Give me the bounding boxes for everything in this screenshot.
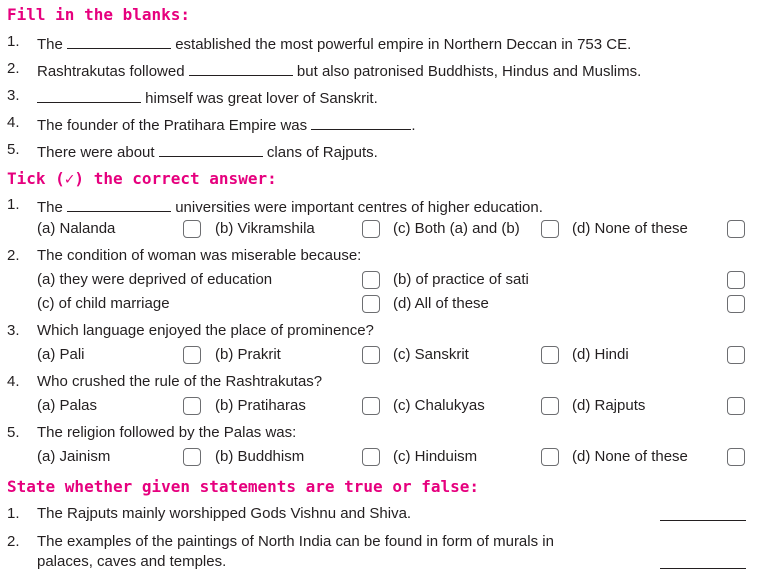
checkbox-c[interactable] [541,397,559,415]
statement-number: 1. [7,505,20,522]
blank-line[interactable] [159,141,263,157]
statement-text-line2: palaces, caves and temples. [37,553,227,570]
item-number: 1. [7,33,20,50]
option-a: (a) Nalanda [37,220,116,237]
option-a: (a) Pali [37,346,85,363]
checkbox-d[interactable] [727,346,745,364]
question-number: 2. [7,247,20,264]
checkbox-d[interactable] [727,448,745,466]
question-text: The condition of woman was miserable because: [37,247,362,264]
text-part: clans of Rajputs. [266,144,378,161]
question-text: Which language enjoyed the place of prominence? [37,322,374,339]
option-c: (c) of child marriage [37,295,170,312]
option-b: (b) Pratiharas [215,397,306,414]
checkbox-c[interactable] [541,448,559,466]
statement-text: The Rajputs mainly worshipped Gods Vishnu and Shiva. [37,505,412,522]
item-number: 3. [7,87,20,104]
text-part: himself was great lover of Sanskrit. [145,90,378,107]
statement-text-line1: The examples of the paintings of North India can be found in form of murals in [37,533,554,550]
checkbox-b[interactable] [362,397,380,415]
item-number: 2. [7,60,20,77]
checkbox-b[interactable] [362,220,380,238]
item-number: 4. [7,114,20,131]
blank-line[interactable] [311,114,411,130]
option-c: (c) Sanskrit [393,346,469,363]
text-part: established the most powerful empire in Northern Deccan in 753 CE. [175,36,632,53]
checkbox-b[interactable] [362,346,380,364]
fill-blanks-heading: Fill in the blanks: [7,5,191,24]
option-d: (d) Hindi [572,346,629,363]
question-number: 5. [7,424,20,441]
option-b: (b) Vikramshila [215,220,315,237]
item-text [37,114,415,134]
item-number: 5. [7,141,20,158]
option-b: (b) of practice of sati [393,271,529,288]
text-part: There were about [37,144,155,161]
blank-line[interactable] [67,33,171,49]
option-a: (a) they were deprived of education [37,271,273,288]
option-a: (a) Jainism [37,448,111,465]
checkbox-d[interactable] [727,397,745,415]
answer-line[interactable] [660,520,746,521]
checkbox-a[interactable] [183,220,201,238]
option-c: (c) Both (a) and (b) [393,220,520,237]
question-text: Who crushed the rule of the Rashtrakutas? [37,373,323,390]
statement-number: 2. [7,533,20,550]
checkbox-c[interactable] [541,346,559,364]
text-part: Rashtrakutas followed [37,63,185,80]
text-part: The founder of the Pratihara Empire was [37,117,308,134]
question-text [37,196,543,216]
option-d: (d) All of these [393,295,489,312]
checkbox-c[interactable] [541,220,559,238]
question-text: The religion followed by the Palas was: [37,424,297,441]
checkbox-c[interactable] [362,295,380,313]
question-number: 1. [7,196,20,213]
option-d: (d) Rajputs [572,397,646,414]
blank-line[interactable] [37,87,141,103]
option-c: (c) Chalukyas [393,397,485,414]
text-part: universities were important centres of higher education. [175,199,543,216]
checkbox-b[interactable] [362,448,380,466]
item-text [37,60,641,80]
answer-line[interactable] [660,568,746,569]
checkbox-b[interactable] [727,271,745,289]
option-a: (a) Palas [37,397,98,414]
text-part: but also patronised Buddhists, Hindus and Muslims. [296,63,642,80]
true-false-heading: State whether given statements are true or false: [7,477,480,496]
checkbox-d[interactable] [727,295,745,313]
item-text [37,33,631,53]
checkbox-a[interactable] [183,448,201,466]
tick-answer-heading: Tick (✓) the correct answer: [7,169,277,188]
question-number: 4. [7,373,20,390]
text-part: The [37,199,63,216]
blank-line[interactable] [67,196,171,212]
text-part: The [37,36,63,53]
blank-line[interactable] [189,60,293,76]
option-d: (d) None of these [572,448,688,465]
option-c: (c) Hinduism [393,448,478,465]
item-text [37,87,378,107]
checkbox-a[interactable] [183,397,201,415]
item-text [37,141,378,161]
checkbox-a[interactable] [362,271,380,289]
question-number: 3. [7,322,20,339]
option-b: (b) Buddhism [215,448,305,465]
option-d: (d) None of these [572,220,688,237]
checkbox-d[interactable] [727,220,745,238]
checkbox-a[interactable] [183,346,201,364]
text-part: . [411,117,416,134]
option-b: (b) Prakrit [215,346,281,363]
